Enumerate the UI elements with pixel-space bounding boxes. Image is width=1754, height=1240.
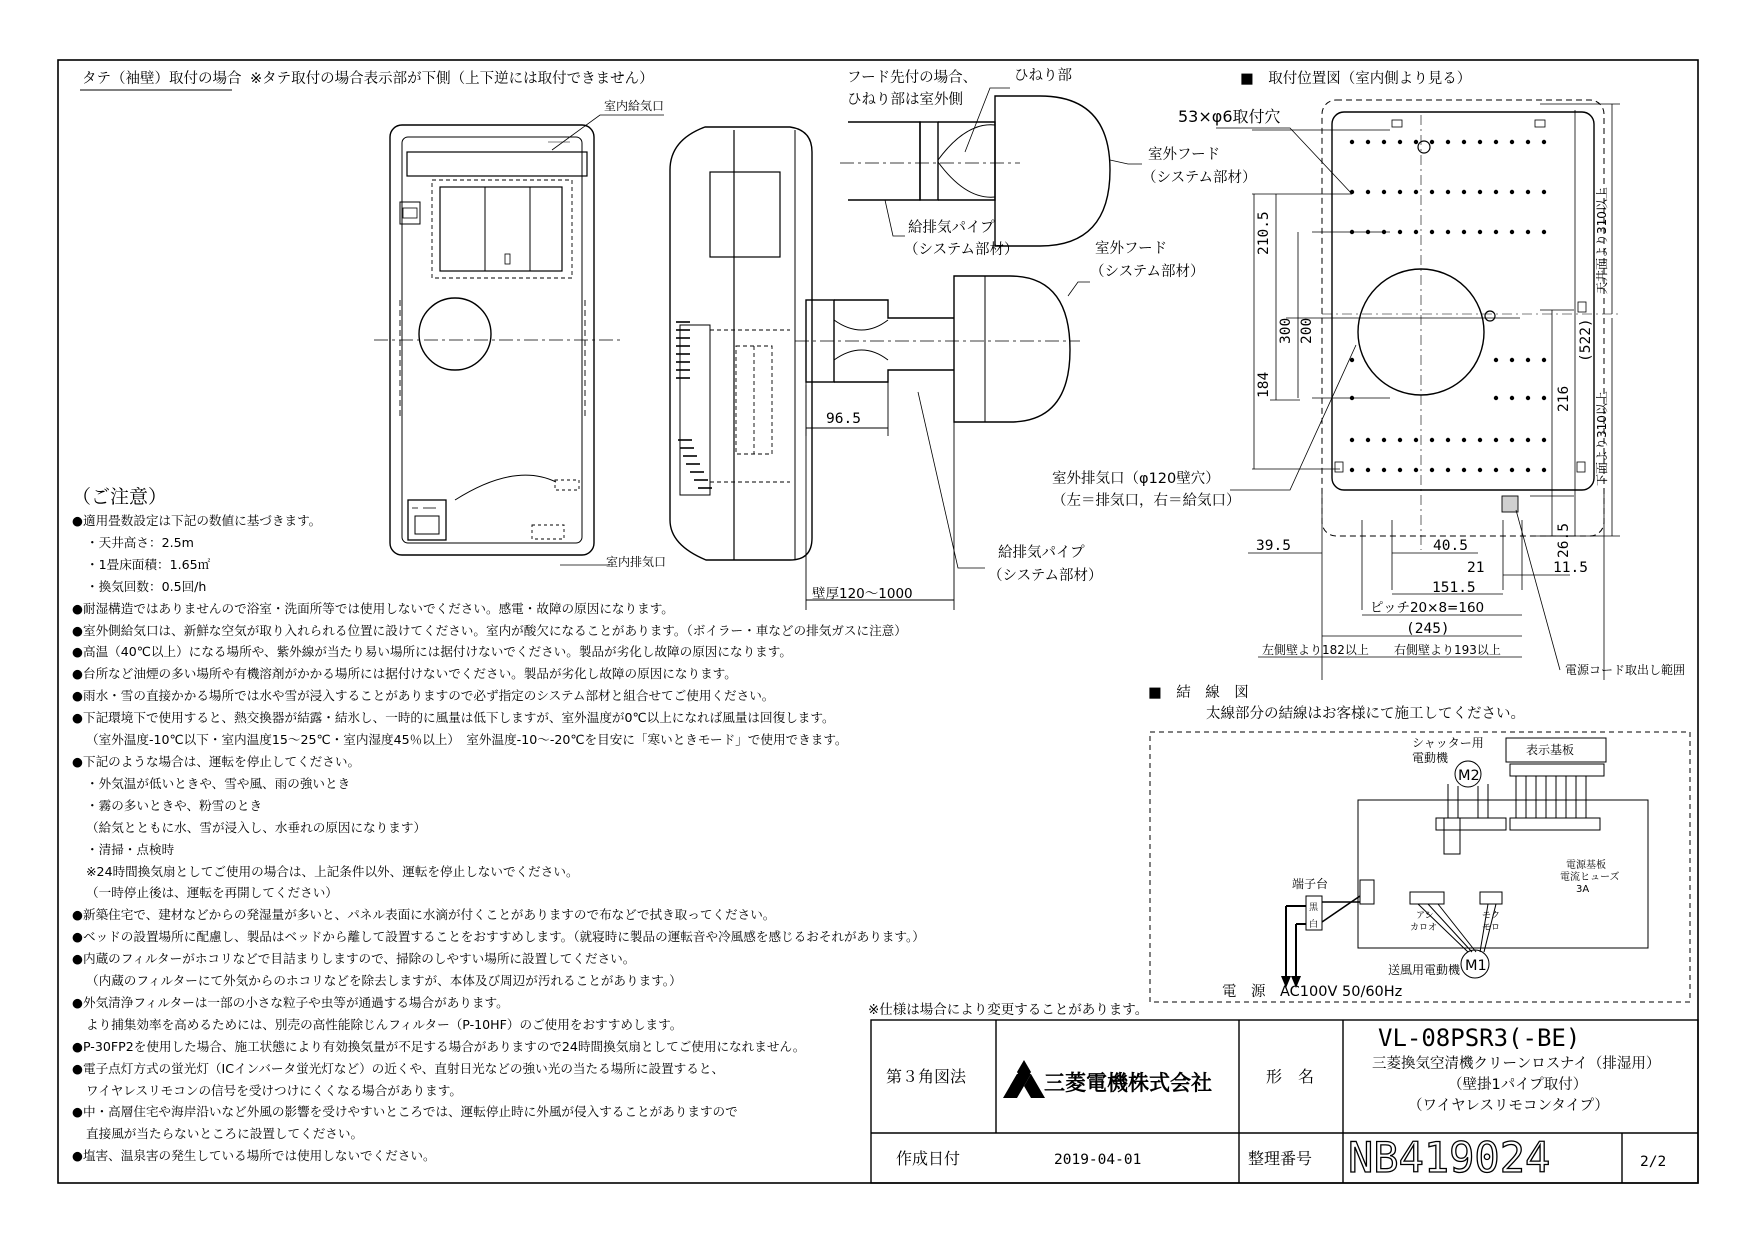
dim-216: 216	[1556, 385, 1572, 412]
caution-note-line: ●内蔵のフィルターがホコリなどで目詰まりしますので、掃除のしやすい場所に設置してください。	[72, 951, 636, 967]
mounting-hole	[1494, 230, 1498, 234]
mounting-hole	[1446, 230, 1450, 234]
caution-note-line: ワイヤレスリモコンの信号を受けつけにくくなる場合があります。	[86, 1082, 462, 1098]
m1-label: M1	[1465, 958, 1487, 974]
terminal-black: 黒	[1309, 903, 1319, 913]
mounting-hole	[1398, 190, 1402, 194]
pitch-dim: ピッチ20×8=160	[1370, 600, 1485, 616]
caution-note-line: ・天井高さ：2.5m	[86, 534, 194, 550]
dim-184: 184	[1256, 371, 1272, 398]
mounting-hole	[1494, 140, 1498, 144]
display-board-label: 表示基板	[1526, 743, 1575, 757]
mounting-hole	[1478, 230, 1482, 234]
mounting-hole	[1478, 140, 1482, 144]
power-board-label-2: 電流ヒューズ	[1560, 872, 1620, 883]
outlet-label-2: （左＝排気口，右＝給気口）	[1052, 493, 1241, 509]
mounting-hole	[1494, 438, 1498, 442]
wiring-note: 太線部分の結線はお客様にて施工してください。	[1206, 706, 1525, 722]
mounting-hole	[1350, 140, 1354, 144]
dim-96-5: 96.5	[826, 411, 861, 427]
mounting-hole	[1430, 190, 1434, 194]
mounting-hole	[1382, 438, 1386, 442]
mounting-hole	[1414, 438, 1418, 442]
mounting-hole	[1510, 230, 1514, 234]
outlet-label-1: 室外排気口（φ120壁穴）	[1052, 471, 1220, 487]
mounting-hole	[1350, 358, 1354, 362]
mounting-hole	[1430, 468, 1434, 472]
caution-note-line: ・霧の多いときや、粉雪のとき	[86, 797, 263, 813]
mounting-hole	[1510, 140, 1514, 144]
lower-pipe-label-2: （システム部材）	[988, 568, 1103, 584]
mounting-hole	[1414, 190, 1418, 194]
mounting-hole	[1542, 230, 1546, 234]
mounting-hole	[1446, 468, 1450, 472]
caution-note-line: ●耐湿構造ではありませんので浴室・洗面所等では使用しないでください。感電・故障の原因になります。	[72, 600, 674, 616]
dim-11-5: 11.5	[1553, 560, 1588, 576]
mounting-hole	[1430, 230, 1434, 234]
caution-heading: （ご注意）	[72, 486, 168, 508]
mounting-hole	[1526, 230, 1530, 234]
mounting-hole	[1398, 468, 1402, 472]
lower-pipe-hood	[795, 276, 1080, 422]
mounting-hole	[1462, 438, 1466, 442]
dim-26-5: 26.5	[1556, 523, 1572, 558]
caution-notes	[72, 484, 925, 1167]
indoor-intake-label: 室内給気口	[604, 99, 665, 113]
caution-note-line: より捕集効率を高めるためには、別売の高性能除じんフィルター（P-10HF）のご使用をおすすめします。	[86, 1016, 683, 1032]
upper-pipe-label-2: （システム部材）	[904, 242, 1019, 258]
mounting-hole	[1542, 140, 1546, 144]
dim-40-5: 40.5	[1433, 538, 1468, 554]
shutter-motor-label-2: 電動機	[1412, 751, 1449, 765]
from-ceiling-label: 天井面より310以上	[1595, 187, 1609, 294]
mounting-hole	[1446, 190, 1450, 194]
hole-grid	[1350, 140, 1546, 472]
wire-label-l2: カロオ	[1410, 923, 1438, 933]
left-wall-dim: 左側壁より182以上	[1262, 643, 1369, 657]
mounting-hole	[1462, 230, 1466, 234]
mounting-hole	[1494, 358, 1498, 362]
company-name: 三菱電機株式会社	[1044, 1071, 1212, 1095]
caution-note-line: ・清掃・点検時	[86, 841, 175, 857]
wire-label-r2: モロ	[1482, 923, 1501, 933]
caution-note-line: ●下記環境下で使用すると、熱交換器が結露・結氷し、一時的に風量は低下しますが、室外温度が0℃以上になれば風量は回復します。	[72, 710, 835, 726]
power-board-label-3: 3A	[1576, 884, 1590, 895]
caution-note-line: 直接風が当たらないところに設置してください。	[86, 1126, 364, 1142]
header-title: タテ（袖壁）取付の場合	[82, 71, 242, 87]
header-note: ※タテ取付の場合表示部が下側（上下逆には取付できません）	[250, 71, 654, 87]
mounting-hole	[1542, 396, 1546, 400]
date-label: 作成日付	[896, 1149, 961, 1168]
caution-note-line: ・外気温が低いときや、雪や風、雨の強いとき	[86, 775, 351, 791]
wall-thickness-label: 壁厚120～1000	[812, 586, 913, 602]
mounting-hole	[1526, 438, 1530, 442]
mounting-hole	[1478, 438, 1482, 442]
mounting-hole	[1542, 358, 1546, 362]
caution-note-line: ●適用畳数設定は下記の数値に基づきます。	[72, 513, 322, 528]
lower-hood-label-1: 室外フード	[1095, 241, 1168, 257]
caution-note-line: ※24時間換気扇としてご使用の場合は、上記条件以外、運転を停止しないでください。	[86, 863, 579, 879]
cord-range-label: 電源コード取出し範囲	[1565, 663, 1686, 677]
caution-note-line: ●ベッドの設置場所に配慮し、製品はベッドから離して設置することをおすすめします。（就寝時に製品の運転音や冷風感を感じるおそれがあります。）	[72, 929, 925, 945]
spec-change-note: ※仕様は場合により変更することがあります。	[868, 1002, 1149, 1018]
dim-39-5: 39.5	[1256, 538, 1291, 554]
mounting-hole	[1430, 438, 1434, 442]
caution-note-line: ●新築住宅で、建材などからの発湿量が多いと、パネル表面に水滴が付くことがありますので布などで拭き取ってください。	[72, 907, 776, 923]
mounting-hole	[1366, 140, 1370, 144]
wiring-frame	[1150, 732, 1690, 1002]
caution-note-line: ・1畳床面積：1.65㎡	[86, 556, 211, 572]
dim-200: 200	[1299, 317, 1315, 344]
wire-label-r1: モク	[1482, 911, 1501, 921]
mounting-hole	[1414, 468, 1418, 472]
model-number: VL-08PSR3(-BE)	[1378, 1024, 1581, 1052]
mounting-hole	[1526, 190, 1530, 194]
dim-522: (522)	[1578, 318, 1594, 362]
dim-151-5: 151.5	[1432, 580, 1476, 596]
power-board-label-1: 電源基板	[1566, 860, 1606, 871]
mounting-hole	[1446, 140, 1450, 144]
right-wall-dim: 右側壁より193以上	[1394, 643, 1501, 657]
mounting-hole	[1398, 140, 1402, 144]
page-number: 2/2	[1640, 1154, 1667, 1170]
model-name-label: 形 名	[1266, 1067, 1315, 1086]
caution-note-line: ●中・高層住宅や海岸沿いなど外風の影響を受けやすいところでは、運転停止時に外風が侵入することがありますので	[72, 1104, 738, 1120]
mounting-hole	[1350, 438, 1354, 442]
wire-label-l1: アシ	[1416, 911, 1434, 921]
mounting-hole	[1542, 190, 1546, 194]
product-desc-1: 三菱換気空清機クリーンロスナイ（排湿用）	[1372, 1056, 1661, 1072]
mounting-hole	[1510, 468, 1514, 472]
from-floor-label: 下面より310以上	[1595, 391, 1609, 486]
mounting-hole	[1494, 468, 1498, 472]
mounting-hole	[1382, 190, 1386, 194]
mounting-hole	[1430, 140, 1434, 144]
side-louver	[676, 322, 712, 488]
mounting-hole	[1542, 468, 1546, 472]
mounting-hole	[1350, 468, 1354, 472]
drawing-number: NB419024	[1348, 1133, 1551, 1182]
dim-300: 300	[1278, 317, 1294, 344]
caution-note-line: ●高温（40℃以上）になる場所や、紫外線が当たり易い場所には据付けないでください。製品が劣化し故障の原因になります。	[72, 644, 792, 660]
mounting-hole	[1526, 358, 1530, 362]
intake-leader	[552, 115, 664, 150]
terminal-white: 白	[1309, 920, 1319, 930]
dim-245: (245)	[1406, 621, 1450, 637]
dim-21: 21	[1467, 560, 1485, 576]
mounting-hole	[1510, 358, 1514, 362]
upper-hood-label-1: 室外フード	[1148, 147, 1221, 163]
terminal-label: 端子台	[1292, 877, 1329, 891]
indoor-exhaust-label: 室内排気口	[606, 555, 667, 569]
cord-outlet-range	[1502, 496, 1518, 512]
mounting-hole	[1526, 468, 1530, 472]
mounting-hole	[1398, 230, 1402, 234]
mounting-hole	[1398, 438, 1402, 442]
mounting-hole	[1462, 468, 1466, 472]
caution-note-line: （内蔵のフィルターにて外気からのホコリなどを除去しますが、本体及び周辺が汚れることがあります。）	[86, 973, 682, 989]
projection-method: 第３角図法	[886, 1067, 967, 1086]
dim-210-5: 210.5	[1256, 211, 1272, 255]
mounting-hole	[1478, 468, 1482, 472]
mounting-hole	[1510, 190, 1514, 194]
caution-note-line: ●電子点灯方式の蛍光灯（ICインバータ蛍光灯など）の近くや、直射日光などの強い光の当たる場所に設置すると、	[72, 1060, 725, 1076]
mounting-hole	[1382, 468, 1386, 472]
mounting-hole	[1526, 396, 1530, 400]
mounting-hole	[1382, 140, 1386, 144]
drawing-number-label: 整理番号	[1248, 1149, 1313, 1168]
m2-label: M2	[1458, 768, 1480, 784]
caution-note-line: ●台所など油煙の多い場所や有機溶剤がかかる場所には据付けないでください。製品が劣化し故障の原因になります。	[72, 666, 737, 682]
upper-pipe-label-1: 給排気パイプ	[908, 220, 995, 236]
mounting-hole	[1510, 438, 1514, 442]
creation-date: 2019-04-01	[1054, 1152, 1142, 1168]
mounting-hole	[1366, 190, 1370, 194]
product-desc-2: （壁掛1パイプ取付）	[1448, 1077, 1588, 1093]
caution-note-line: ●室外側給気口は、新鮮な空気が取り入れられる位置に設けてください。室内が酸欠になることがあります。（ボイラー・車などの排気ガスに注意）	[72, 622, 907, 638]
wiring-title: ■ 結 線 図	[1148, 685, 1249, 701]
caution-note-line: （給気とともに水、雪が浸入し、水垂れの原因になります）	[86, 819, 427, 835]
caution-note-line: ●雨水・雪の直接かかる場所では水や雪が浸入することがありますので必ず指定のシステム部材と組合せてご使用ください。	[72, 688, 775, 704]
mounting-hole	[1494, 190, 1498, 194]
hood-tip-note-2: ひねり部は室外側	[847, 92, 963, 108]
shutter-motor-label-1: シャッター用	[1412, 736, 1484, 750]
mounting-hole	[1366, 468, 1370, 472]
mounting-hole	[1462, 140, 1466, 144]
caution-note-line: ・換気回数：0.5回/h	[86, 578, 207, 594]
mounting-hole	[1446, 438, 1450, 442]
mounting-hole	[1542, 438, 1546, 442]
caution-note-line: ●塩害、温泉害の発生している場所では使用しないでください。	[72, 1148, 436, 1164]
mounting-hole	[1414, 140, 1418, 144]
mounting-hole	[1414, 230, 1418, 234]
power-supply-label: 電 源 AC100V 50/60Hz	[1222, 984, 1403, 1000]
mounting-hole	[1462, 190, 1466, 194]
mounting-hole	[1526, 140, 1530, 144]
mounting-holes-label: 53×φ6取付穴	[1178, 107, 1281, 126]
mounting-hole	[1366, 438, 1370, 442]
caution-note-line: ●下記のような場合は、運転を停止してください。	[72, 753, 361, 769]
mounting-hole	[1494, 396, 1498, 400]
hood-tip-note-1: フード先付の場合、	[847, 70, 978, 86]
lower-hood-label-2: （システム部材）	[1090, 264, 1205, 280]
caution-note-line: （室外温度-10℃以下・室内温度15～25℃・室内湿度45％以上） 室外温度-10～-20℃を目安に「寒いときモード」で使用できます。	[86, 732, 848, 748]
caution-note-line: ●P-30FP2を使用した場合、施工状態により有効換気量が不足する場合がありますので24時間換気扇としてご使用になれません。	[72, 1038, 806, 1054]
mounting-hole	[1478, 190, 1482, 194]
position-view-title: ■ 取付位置図（室内側より見る）	[1240, 71, 1472, 87]
mounting-hole	[1510, 396, 1514, 400]
caution-note-line: （一時停止後は、運転を再開してください）	[86, 885, 338, 901]
product-desc-3: （ワイヤレスリモコンタイプ）	[1408, 1098, 1609, 1114]
lower-pipe-label-1: 給排気パイプ	[998, 545, 1085, 561]
mitsubishi-logo	[1003, 1060, 1045, 1098]
caution-note-line: ●外気清浄フィルターは一部の小さな粒子や虫等が通過する場合があります。	[72, 994, 509, 1010]
fan-motor-label: 送風用電動機	[1388, 963, 1461, 977]
upper-hood-label-2: （システム部材）	[1142, 170, 1257, 186]
twist-label: ひねり部	[1014, 68, 1072, 84]
